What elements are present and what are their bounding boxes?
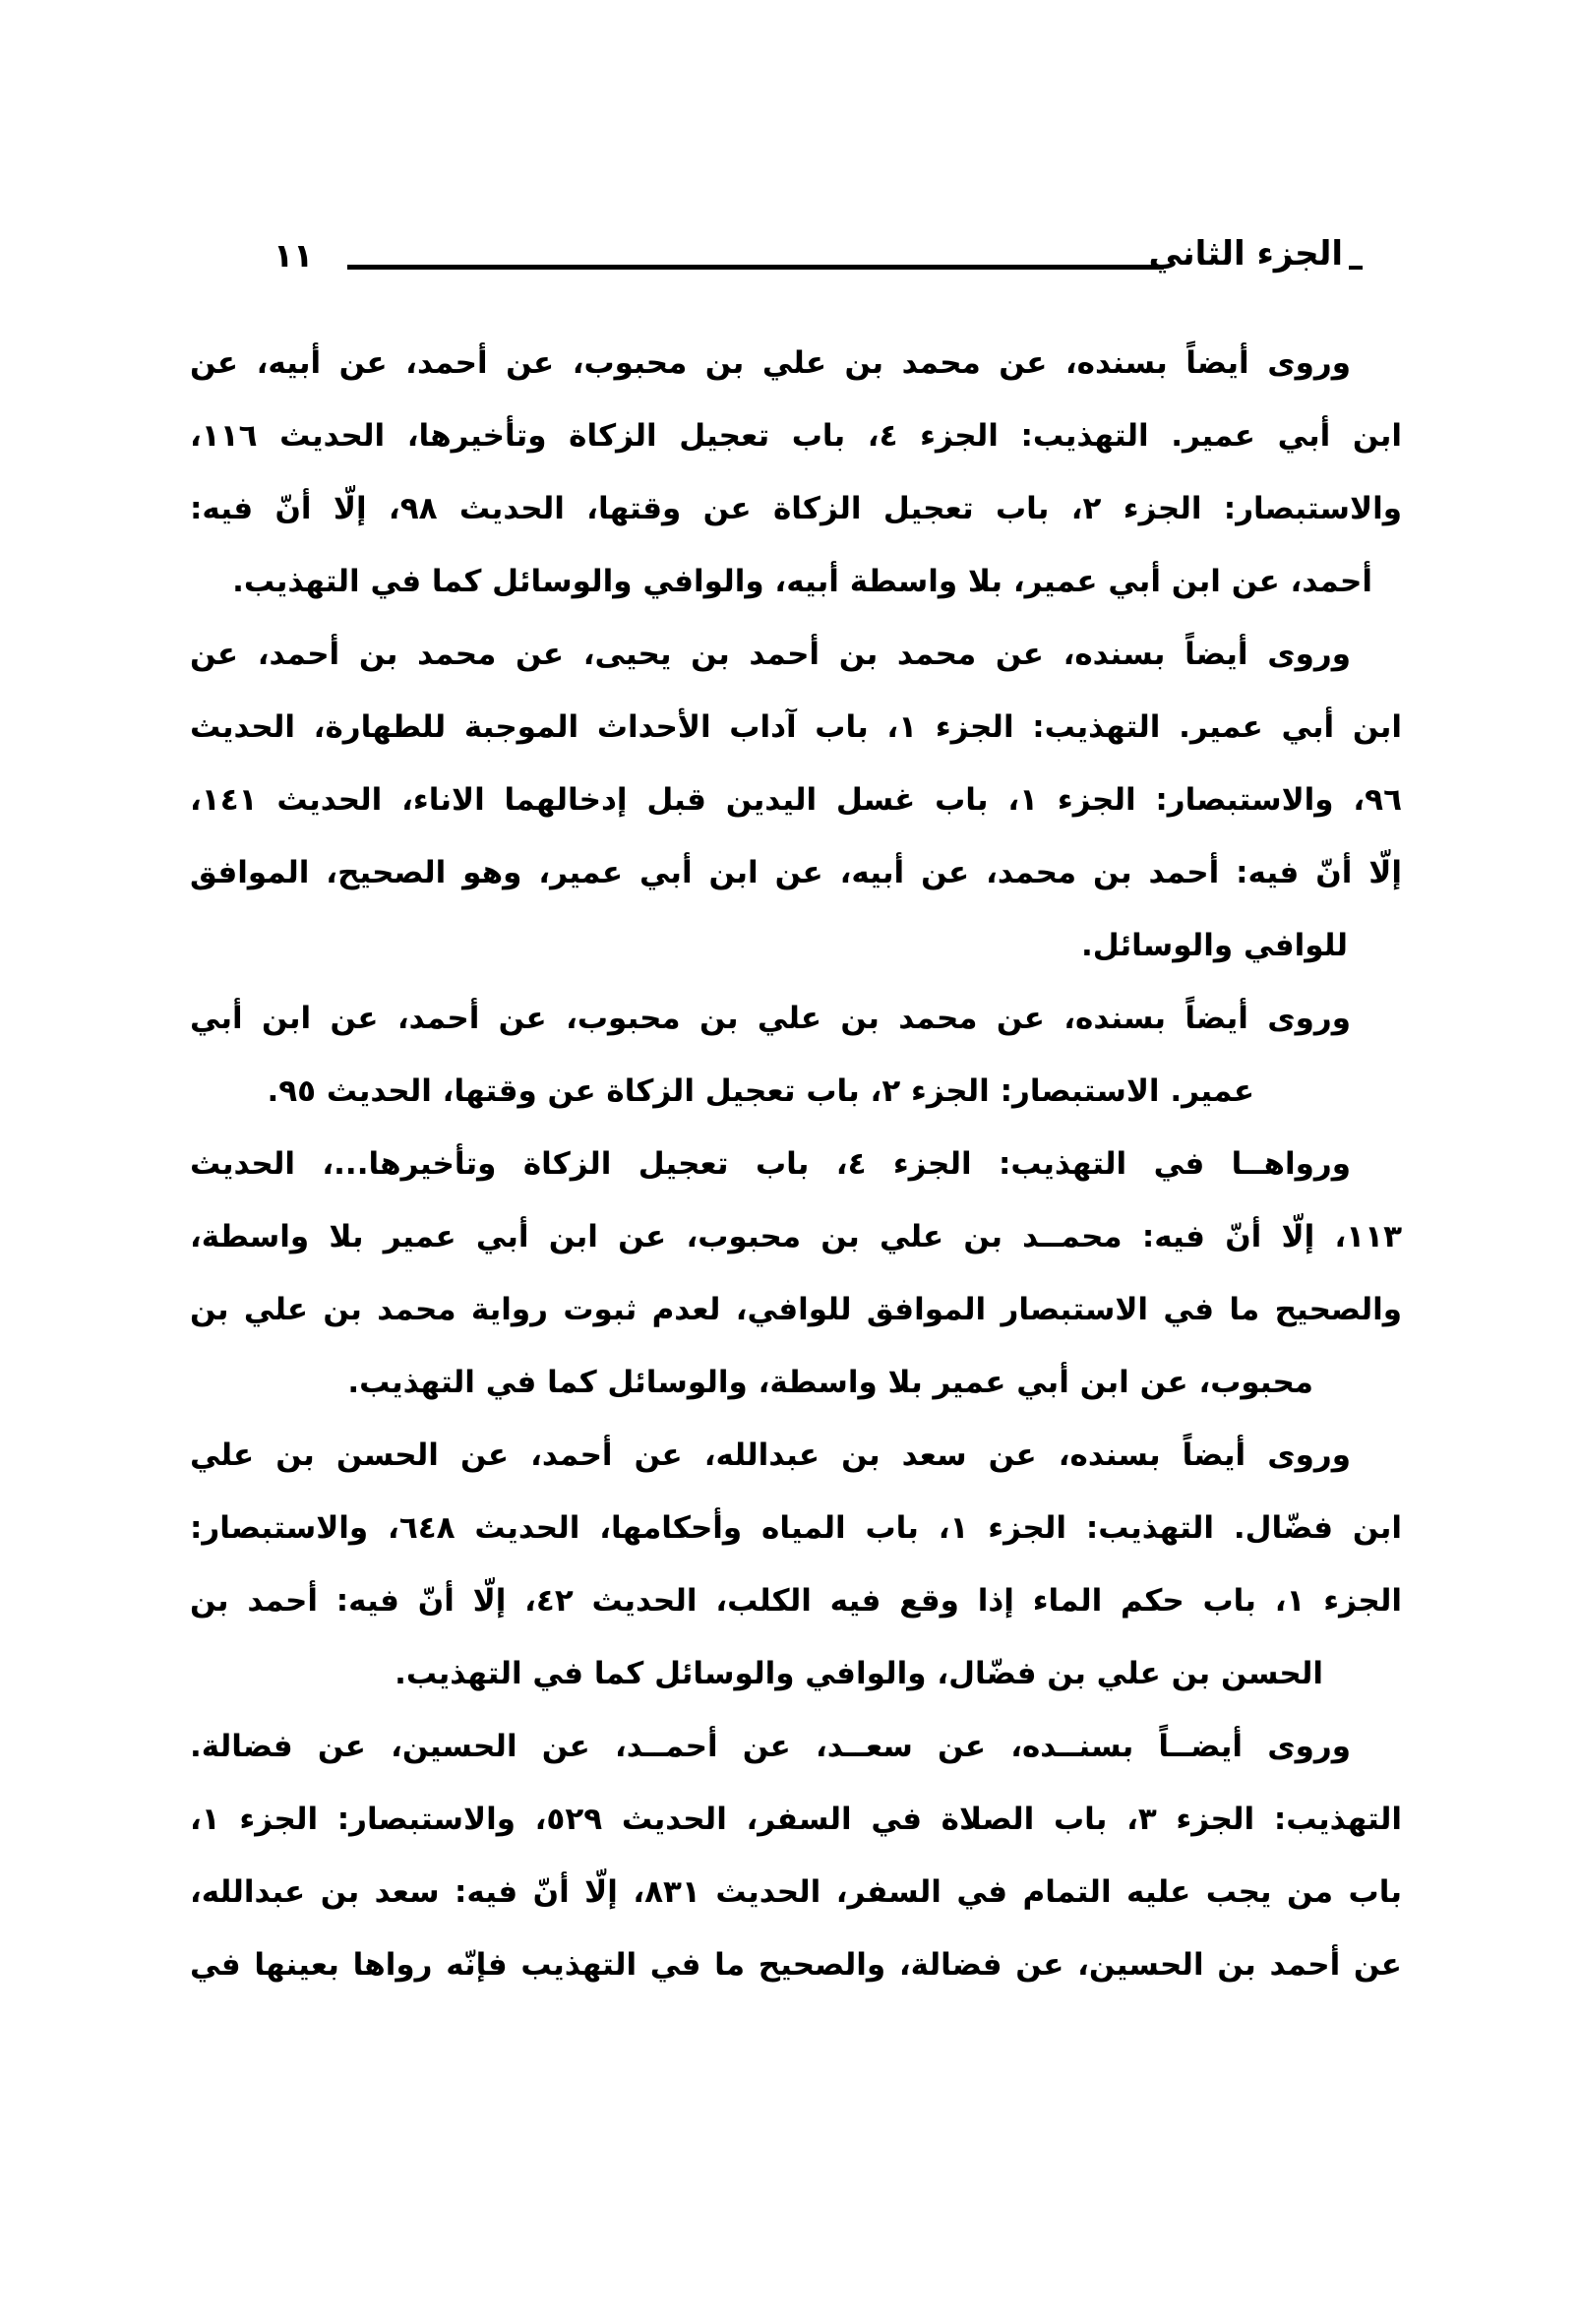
text-line: باب من يجب عليه التمام في السفر، الحديث ٨٣١، إلّا أنّ فيه: سعد بن عبدالله، bbox=[190, 1874, 1402, 1910]
text-line: ابن أبي عمير. التهذيب: الجزء ١، باب آداب الأحداث الموجبة للطهارة، الحديث bbox=[190, 709, 1402, 745]
body-text bbox=[190, 327, 1402, 2001]
text-line: للوافي والوسائل. bbox=[1081, 928, 1348, 963]
text-line: أحمد، عن ابن أبي عمير، بلا واسطة أبيه، والوافي والوسائل كما في التهذيب. bbox=[232, 564, 1372, 599]
text-line: وروى أيضاً بسنده، عن محمد بن علي بن محبوب، عن أحمد، عن أبيه، عن bbox=[190, 345, 1351, 381]
text-line: الجزء ١، باب حكم الماء إذا وقع فيه الكلب، الحديث ٤٢، إلّا أنّ فيه: أحمد بن bbox=[190, 1583, 1402, 1619]
text-line: إلّا أنّ فيه: أحمد بن محمد، عن أبيه، عن ابن أبي عمير، وهو الصحيح، الموافق bbox=[190, 855, 1402, 890]
text-line: ورواهــا في التهذيب: الجزء ٤، باب تعجيل الزكاة وتأخيرها...، الحديث bbox=[190, 1146, 1351, 1182]
text-line: وروى أيضــاً بسنــده، عن سعــد، عن أحمــد، عن الحسين، عن فضالة. bbox=[190, 1729, 1351, 1764]
text-line: ابن فضّال. التهذيب: الجزء ١، باب المياه وأحكامها، الحديث ٦٤٨، والاستبصار: bbox=[190, 1510, 1402, 1546]
text-line: عن أحمد بن الحسين، عن فضالة، والصحيح ما في التهذيب فإنّه رواها بعينها في bbox=[190, 1947, 1402, 1983]
header-rule bbox=[347, 265, 1164, 270]
page-number: ١١ bbox=[273, 236, 314, 275]
text-line: محبوب، عن ابن أبي عمير بلا واسطة، والوسائل كما في التهذيب. bbox=[347, 1365, 1313, 1400]
text-line: ١١٣، إلّا أنّ فيه: محمــد بن علي بن محبوب، عن ابن أبي عمير بلا واسطة، bbox=[190, 1219, 1402, 1254]
text-line: الحسن بن علي بن فضّال، والوافي والوسائل كما في التهذيب. bbox=[395, 1656, 1323, 1691]
title-dash bbox=[1349, 266, 1363, 270]
text-line: ابن أبي عمير. التهذيب: الجزء ٤، باب تعجيل الزكاة وتأخيرها، الحديث ١١٦، bbox=[190, 418, 1402, 454]
text-line: وروى أيضاً بسنده، عن سعد بن عبدالله، عن أحمد، عن الحسن بن علي bbox=[190, 1437, 1351, 1473]
text-line: ٩٦، والاستبصار: الجزء ١، باب غسل اليدين قبل إدخالهما الاناء، الحديث ١٤١، bbox=[190, 782, 1402, 818]
text-line: وروى أيضاً بسنده، عن محمد بن أحمد بن يحيى، عن محمد بن أحمد، عن bbox=[190, 637, 1351, 672]
text-line: والصحيح ما في الاستبصار الموافق للوافي، لعدم ثبوت رواية محمد بن علي بن bbox=[190, 1292, 1402, 1327]
section-title: الجزء الثاني bbox=[1148, 234, 1343, 274]
text-line: وروى أيضاً بسنده، عن محمد بن علي بن محبوب، عن أحمد، عن ابن أبي bbox=[190, 1001, 1351, 1036]
text-line: والاستبصار: الجزء ٢، باب تعجيل الزكاة عن وقتها، الحديث ٩٨، إلّا أنّ فيه: bbox=[190, 491, 1402, 526]
text-line: عمير. الاستبصار: الجزء ٢، باب تعجيل الزكاة عن وقتها، الحديث ٩٥. bbox=[267, 1073, 1254, 1109]
text-line: التهذيب: الجزء ٣، باب الصلاة في السفر، الحديث ٥٢٩، والاستبصار: الجزء ١، bbox=[190, 1802, 1402, 1837]
